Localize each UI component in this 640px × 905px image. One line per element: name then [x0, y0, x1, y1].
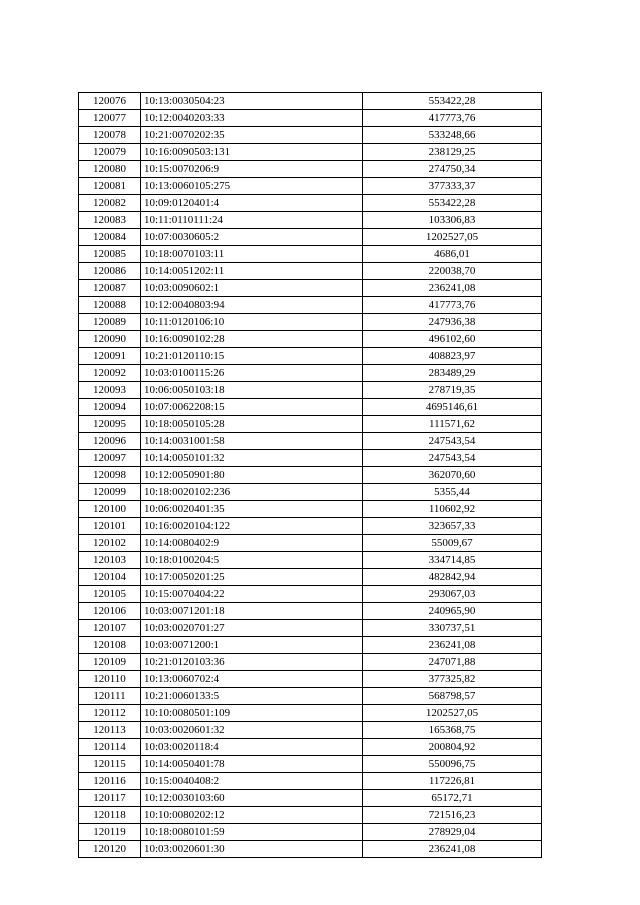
row-id-cell: 120106 — [79, 603, 141, 620]
value-cell: 533248,66 — [363, 127, 542, 144]
value-cell: 274750,34 — [363, 161, 542, 178]
row-id-cell: 120095 — [79, 416, 141, 433]
value-cell: 4695146,61 — [363, 399, 542, 416]
row-id-cell: 120082 — [79, 195, 141, 212]
table-row — [79, 586, 542, 603]
table-row — [79, 569, 542, 586]
value-cell: 103306,83 — [363, 212, 542, 229]
table-row — [79, 399, 542, 416]
cadastral-number-cell: 10:09:0120401:4 — [141, 195, 363, 212]
registry-table — [78, 92, 542, 858]
value-cell: 417773,76 — [363, 110, 542, 127]
value-cell: 200804,92 — [363, 739, 542, 756]
cadastral-number-cell: 10:21:0060133:5 — [141, 688, 363, 705]
value-cell: 721516,23 — [363, 807, 542, 824]
cadastral-number-cell: 10:16:0020104:122 — [141, 518, 363, 535]
cadastral-number-cell: 10:03:0020601:30 — [141, 841, 363, 858]
cadastral-number-cell: 10:11:0120106:10 — [141, 314, 363, 331]
cadastral-number-cell: 10:03:0071201:18 — [141, 603, 363, 620]
cadastral-number-cell: 10:12:0050901:80 — [141, 467, 363, 484]
value-cell: 220038,70 — [363, 263, 542, 280]
table-row — [79, 331, 542, 348]
cadastral-number-cell: 10:18:0080101:59 — [141, 824, 363, 841]
value-cell: 236241,08 — [363, 637, 542, 654]
table-row — [79, 195, 542, 212]
table-row — [79, 93, 542, 110]
value-cell: 496102,60 — [363, 331, 542, 348]
value-cell: 117226,81 — [363, 773, 542, 790]
value-cell: 553422,28 — [363, 195, 542, 212]
cadastral-number-cell: 10:18:0020102:236 — [141, 484, 363, 501]
row-id-cell: 120090 — [79, 331, 141, 348]
table-row — [79, 229, 542, 246]
row-id-cell: 120088 — [79, 297, 141, 314]
cadastral-number-cell: 10:15:0040408:2 — [141, 773, 363, 790]
cadastral-number-cell: 10:13:0030504:23 — [141, 93, 363, 110]
table-row — [79, 739, 542, 756]
row-id-cell: 120104 — [79, 569, 141, 586]
row-id-cell: 120102 — [79, 535, 141, 552]
cadastral-number-cell: 10:16:0090503:131 — [141, 144, 363, 161]
table-row — [79, 280, 542, 297]
cadastral-number-cell: 10:03:0090602:1 — [141, 280, 363, 297]
cadastral-number-cell: 10:14:0080402:9 — [141, 535, 363, 552]
row-id-cell: 120107 — [79, 620, 141, 637]
row-id-cell: 120076 — [79, 93, 141, 110]
row-id-cell: 120099 — [79, 484, 141, 501]
table-row — [79, 654, 542, 671]
value-cell: 553422,28 — [363, 93, 542, 110]
value-cell: 278929,04 — [363, 824, 542, 841]
table-row — [79, 212, 542, 229]
value-cell: 482842,94 — [363, 569, 542, 586]
table-row — [79, 382, 542, 399]
cadastral-number-cell: 10:12:0030103:60 — [141, 790, 363, 807]
row-id-cell: 120080 — [79, 161, 141, 178]
cadastral-number-cell: 10:10:0080501:109 — [141, 705, 363, 722]
row-id-cell: 120101 — [79, 518, 141, 535]
cadastral-number-cell: 10:14:0051202:11 — [141, 263, 363, 280]
cadastral-number-cell: 10:11:0110111:24 — [141, 212, 363, 229]
table-row — [79, 365, 542, 382]
cadastral-number-cell: 10:18:0050105:28 — [141, 416, 363, 433]
value-cell: 236241,08 — [363, 280, 542, 297]
table-row — [79, 552, 542, 569]
row-id-cell: 120096 — [79, 433, 141, 450]
value-cell: 247543,54 — [363, 433, 542, 450]
value-cell: 283489,29 — [363, 365, 542, 382]
value-cell: 377333,37 — [363, 178, 542, 195]
cadastral-number-cell: 10:06:0050103:18 — [141, 382, 363, 399]
cadastral-number-cell: 10:10:0080202:12 — [141, 807, 363, 824]
cadastral-number-cell: 10:14:0031001:58 — [141, 433, 363, 450]
cadastral-number-cell: 10:03:0100115:26 — [141, 365, 363, 382]
row-id-cell: 120112 — [79, 705, 141, 722]
cadastral-number-cell: 10:21:0120103:36 — [141, 654, 363, 671]
value-cell: 278719,35 — [363, 382, 542, 399]
value-cell: 323657,33 — [363, 518, 542, 535]
row-id-cell: 120087 — [79, 280, 141, 297]
value-cell: 65172,71 — [363, 790, 542, 807]
row-id-cell: 120105 — [79, 586, 141, 603]
value-cell: 110602,92 — [363, 501, 542, 518]
value-cell: 417773,76 — [363, 297, 542, 314]
row-id-cell: 120086 — [79, 263, 141, 280]
cadastral-number-cell: 10:03:0020601:32 — [141, 722, 363, 739]
table-row — [79, 484, 542, 501]
cadastral-number-cell: 10:21:0070202:35 — [141, 127, 363, 144]
row-id-cell: 120111 — [79, 688, 141, 705]
value-cell: 293067,03 — [363, 586, 542, 603]
row-id-cell: 120103 — [79, 552, 141, 569]
value-cell: 240965,90 — [363, 603, 542, 620]
table-row — [79, 144, 542, 161]
row-id-cell: 120085 — [79, 246, 141, 263]
row-id-cell: 120084 — [79, 229, 141, 246]
table-row — [79, 263, 542, 280]
value-cell: 5355,44 — [363, 484, 542, 501]
row-id-cell: 120097 — [79, 450, 141, 467]
cadastral-number-cell: 10:07:0030605:2 — [141, 229, 363, 246]
cadastral-number-cell: 10:07:0062208:15 — [141, 399, 363, 416]
table-row — [79, 535, 542, 552]
cadastral-number-cell: 10:14:0050101:32 — [141, 450, 363, 467]
table-row — [79, 450, 542, 467]
table-row — [79, 603, 542, 620]
cadastral-number-cell: 10:15:0070206:9 — [141, 161, 363, 178]
cadastral-number-cell: 10:21:0120110:15 — [141, 348, 363, 365]
row-id-cell: 120119 — [79, 824, 141, 841]
registry-table-body — [79, 93, 542, 858]
table-row — [79, 501, 542, 518]
value-cell: 568798,57 — [363, 688, 542, 705]
cadastral-number-cell: 10:12:0040203:33 — [141, 110, 363, 127]
table-row — [79, 178, 542, 195]
row-id-cell: 120118 — [79, 807, 141, 824]
value-cell: 334714,85 — [363, 552, 542, 569]
table-row — [79, 348, 542, 365]
row-id-cell: 120108 — [79, 637, 141, 654]
row-id-cell: 120113 — [79, 722, 141, 739]
value-cell: 247543,54 — [363, 450, 542, 467]
cadastral-number-cell: 10:16:0090102:28 — [141, 331, 363, 348]
table-row — [79, 297, 542, 314]
table-row — [79, 161, 542, 178]
table-row — [79, 110, 542, 127]
row-id-cell: 120079 — [79, 144, 141, 161]
table-row — [79, 433, 542, 450]
table-row — [79, 246, 542, 263]
cadastral-number-cell: 10:12:0040803:94 — [141, 297, 363, 314]
row-id-cell: 120093 — [79, 382, 141, 399]
value-cell: 1202527,05 — [363, 229, 542, 246]
value-cell: 362070,60 — [363, 467, 542, 484]
value-cell: 4686,01 — [363, 246, 542, 263]
value-cell: 408823,97 — [363, 348, 542, 365]
cadastral-number-cell: 10:14:0050401:78 — [141, 756, 363, 773]
row-id-cell: 120092 — [79, 365, 141, 382]
value-cell: 377325,82 — [363, 671, 542, 688]
value-cell: 238129,25 — [363, 144, 542, 161]
cadastral-number-cell: 10:18:0100204:5 — [141, 552, 363, 569]
cadastral-number-cell: 10:06:0020401:35 — [141, 501, 363, 518]
row-id-cell: 120100 — [79, 501, 141, 518]
value-cell: 1202527,05 — [363, 705, 542, 722]
row-id-cell: 120114 — [79, 739, 141, 756]
row-id-cell: 120098 — [79, 467, 141, 484]
value-cell: 236241,08 — [363, 841, 542, 858]
table-row — [79, 637, 542, 654]
cadastral-number-cell: 10:15:0070404:22 — [141, 586, 363, 603]
table-row — [79, 722, 542, 739]
cadastral-number-cell: 10:18:0070103:11 — [141, 246, 363, 263]
table-row — [79, 314, 542, 331]
table-row — [79, 671, 542, 688]
row-id-cell: 120109 — [79, 654, 141, 671]
row-id-cell: 120091 — [79, 348, 141, 365]
table-row — [79, 824, 542, 841]
value-cell: 55009,67 — [363, 535, 542, 552]
cadastral-number-cell: 10:13:0060702:4 — [141, 671, 363, 688]
table-row — [79, 807, 542, 824]
row-id-cell: 120110 — [79, 671, 141, 688]
table-row — [79, 790, 542, 807]
table-row — [79, 841, 542, 858]
value-cell: 247071,88 — [363, 654, 542, 671]
row-id-cell: 120120 — [79, 841, 141, 858]
table-row — [79, 705, 542, 722]
value-cell: 330737,51 — [363, 620, 542, 637]
table-row — [79, 518, 542, 535]
value-cell: 550096,75 — [363, 756, 542, 773]
cadastral-number-cell: 10:03:0020701:27 — [141, 620, 363, 637]
cadastral-number-cell: 10:03:0020118:4 — [141, 739, 363, 756]
table-row — [79, 127, 542, 144]
row-id-cell: 120094 — [79, 399, 141, 416]
row-id-cell: 120081 — [79, 178, 141, 195]
row-id-cell: 120117 — [79, 790, 141, 807]
cadastral-number-cell: 10:03:0071200:1 — [141, 637, 363, 654]
value-cell: 247936,38 — [363, 314, 542, 331]
value-cell: 165368,75 — [363, 722, 542, 739]
cadastral-number-cell: 10:13:0060105:275 — [141, 178, 363, 195]
row-id-cell: 120083 — [79, 212, 141, 229]
row-id-cell: 120078 — [79, 127, 141, 144]
table-row — [79, 620, 542, 637]
cadastral-number-cell: 10:17:0050201:25 — [141, 569, 363, 586]
table-row — [79, 756, 542, 773]
row-id-cell: 120116 — [79, 773, 141, 790]
row-id-cell: 120077 — [79, 110, 141, 127]
table-row — [79, 688, 542, 705]
table-row — [79, 467, 542, 484]
row-id-cell: 120089 — [79, 314, 141, 331]
value-cell: 111571,62 — [363, 416, 542, 433]
table-row — [79, 773, 542, 790]
row-id-cell: 120115 — [79, 756, 141, 773]
table-row — [79, 416, 542, 433]
